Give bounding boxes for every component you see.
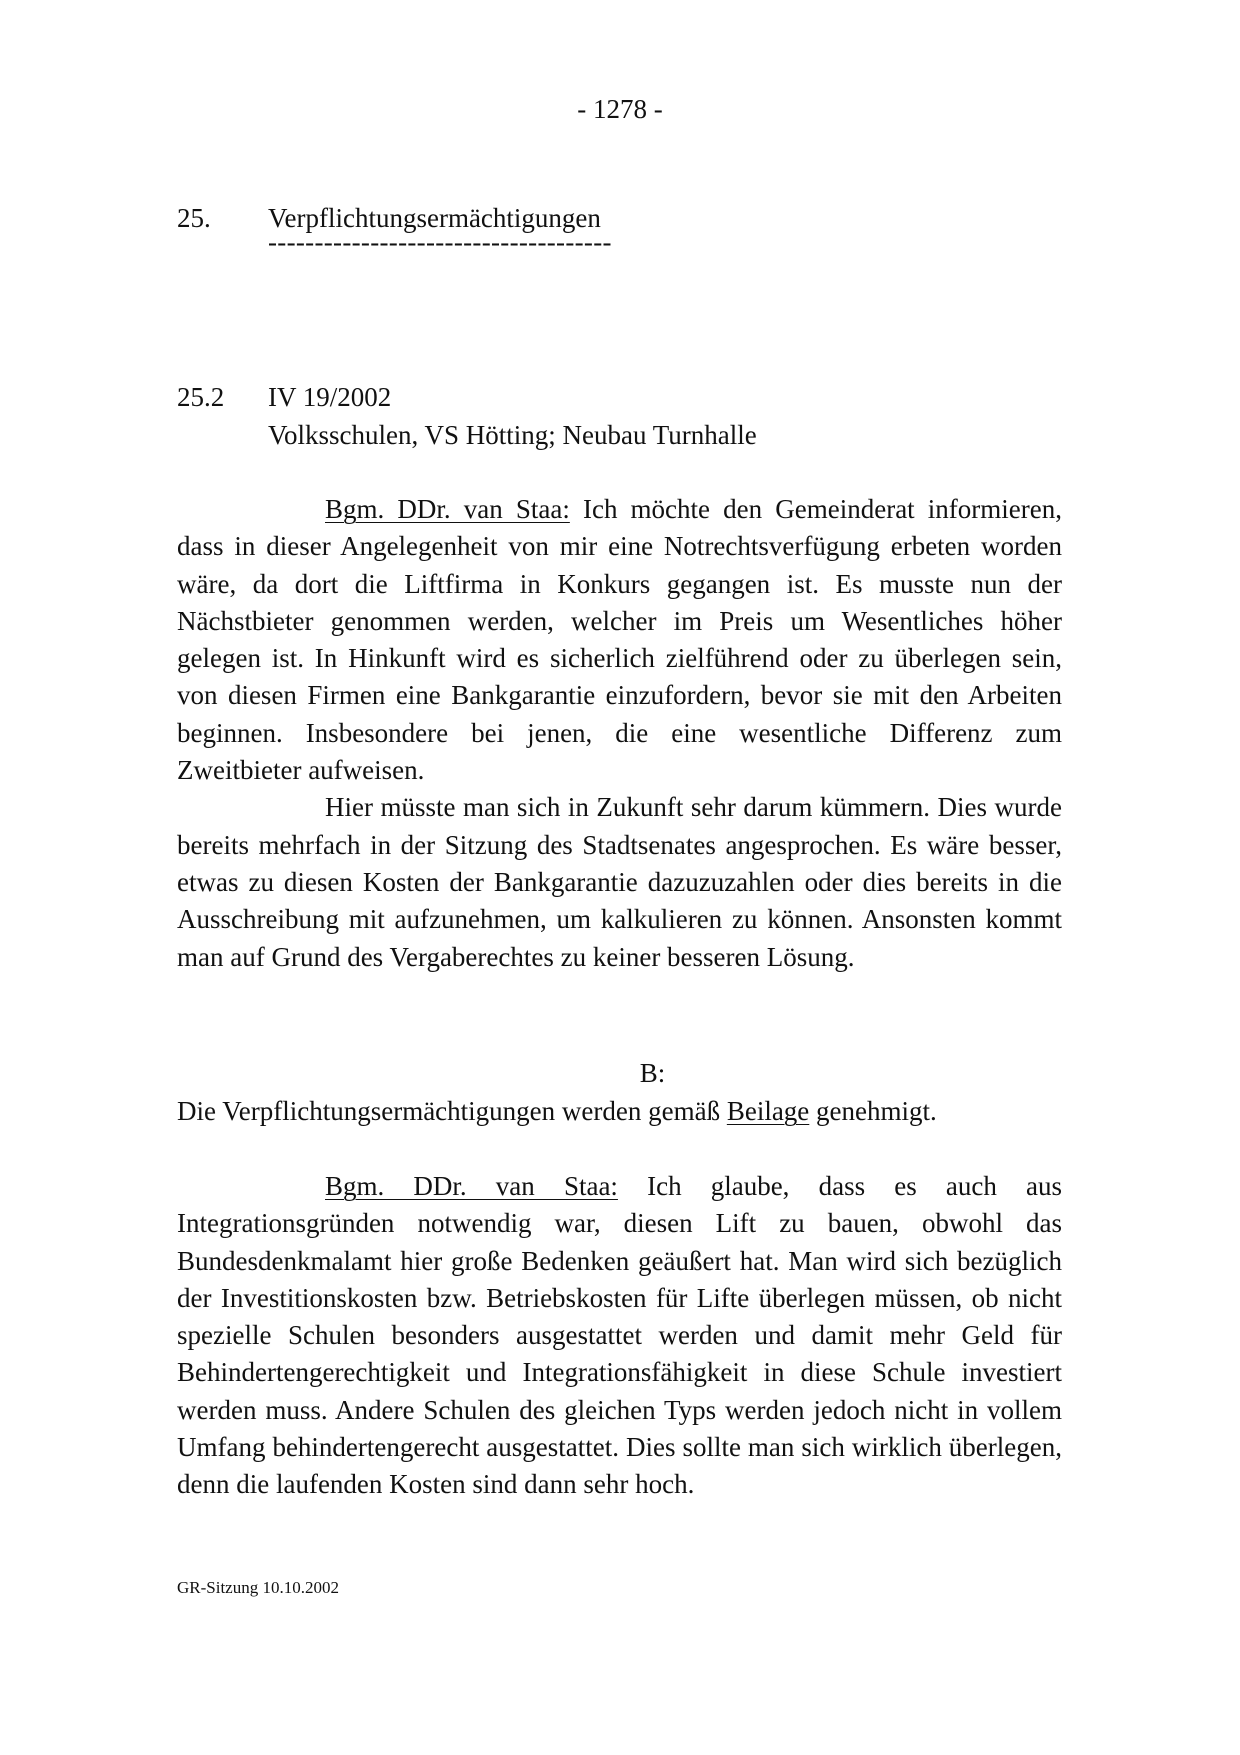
speaker-name: Bgm. DDr. van Staa: (325, 494, 570, 524)
statement-2-text: Ich glaube, dass es auch aus Integrationsgründen notwendig war, diesen Lift zu bauen, obwohl das Bundesdenkmalamt hier große Bedenken geäußert hat. Man wird sich bezüglich der Investitionskosten bzw. Betriebskosten für Lifte überlegen müssen, ob nicht spezielle Schulen besonders ausgestattet werden und damit mehr Geld für Behindertengerechtigkeit und Integrationsfähigkeit in diese Schule investiert werden muss. Andere Schulen des gleichen Typs werden jedoch nicht in vollem Umfang behindertengerecht ausgestattet. Dies sollte man sich wirklich überlegen, denn die laufenden Kosten sind dann sehr hoch. (177, 1171, 1062, 1500)
speaker-name: Bgm. DDr. van Staa: (325, 1171, 618, 1201)
page-number: - 1278 - (577, 94, 663, 124)
decision-text-before: Die Verpflichtungsermächtigungen werden gemäß (177, 1096, 727, 1126)
subsection-number: 25.2 (177, 382, 225, 412)
decision-text-after: genehmigt. (809, 1096, 937, 1126)
statement-1-paragraph-1 (177, 491, 1062, 789)
statement-1-paragraph-2: Hier müsste man sich in Zukunft sehr darum kümmern. Dies wurde bereits mehrfach in der Sitzung des Stadtsenates angesprochen. Es wäre besser, etwas zu diesen Kosten der Bankgarantie dazuzuzahlen oder dies bereits in die Ausschreibung mit aufzunehmen, um kalkulieren zu können. Ansonsten kommt man auf Grund des Vergaberechtes zu keiner besseren Lösung. (177, 792, 1062, 972)
statement-1-text: Ich möchte den Gemeinderat informieren, dass in dieser Angelegenheit von mir eine Notrechtsverfügung erbeten worden wäre, da dort die Liftfirma in Konkurs gegangen ist. Es musste nun der Nächstbieter genommen werden, welcher im Preis um Wesentliches höher gelegen ist. In Hinkunft wird es sicherlich zielführend oder zu überlegen sein, von diesen Firmen eine Bankgarantie einzufordern, bevor sie mit den Arbeiten beginnen. Insbesondere bei jenen, die eine wesentliche Differenz zum Zweitbieter aufweisen. (177, 494, 1062, 786)
section-number: 25. (177, 203, 211, 233)
statement-1 (177, 491, 1062, 976)
section-title-underline: ------------------------------------- (268, 227, 612, 257)
section-title: Verpflichtungsermächtigungen (268, 203, 601, 233)
decision-label: B: (639, 1058, 666, 1088)
subsection-description: Volksschulen, VS Hötting; Neubau Turnhalle (268, 420, 757, 450)
page-footer: GR-Sitzung 10.10.2002 (177, 1578, 339, 1597)
beilage-link[interactable]: Beilage (726, 1096, 810, 1126)
decision-text (177, 1093, 937, 1129)
statement-2 (177, 1168, 1062, 1504)
statement-2-paragraph (177, 1168, 1062, 1504)
subsection-reference: IV 19/2002 (268, 382, 392, 412)
